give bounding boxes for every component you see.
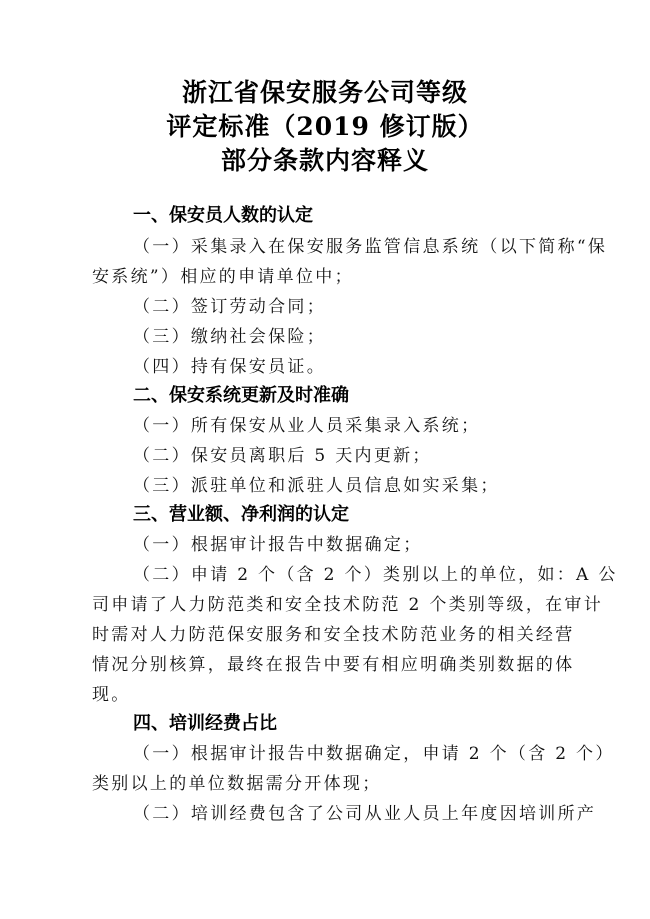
section-3-item-2-cont-1: 司申请了人力防范类和安全技术防范 2 个类别等级，在审计 (92, 595, 604, 615)
document-title-line-3: 部分条款内容释义 (220, 146, 429, 175)
section-3-item-2-cont-3: 情况分别核算，最终在报告中要有相应明确类别数据的体 (92, 655, 575, 675)
section-3-item-1: （一）根据审计报告中数据确定； (133, 535, 423, 555)
section-4-heading: 四、培训经费占比 (133, 713, 277, 734)
section-1-item-2: （二）签订劳动合同； (133, 297, 326, 317)
section-4-item-2: （二）培训经费包含了公司从业人员上年度因培训所产 (133, 804, 597, 824)
section-3-heading: 三、营业额、净利润的认定 (133, 504, 349, 525)
document-title-line-2: 评定标准（2019 修订版） (166, 112, 484, 141)
section-1-heading: 一、保安员人数的认定 (133, 205, 313, 226)
document-title-line-1: 浙江省保安服务公司等级 (181, 78, 468, 107)
section-2-heading: 二、保安系统更新及时准确 (133, 385, 349, 406)
section-2-item-2: （二）保安员离职后 5 天内更新； (133, 446, 432, 466)
section-3-item-2: （二）申请 2 个（含 2 个）类别以上的单位，如：A 公 (133, 565, 618, 585)
section-4-item-1: （一）根据审计报告中数据确定，申请 2 个（含 2 个） (133, 744, 615, 764)
section-1-item-1-cont: 安系统”）相应的申请单位中； (92, 267, 354, 287)
section-2-item-1: （一）所有保安从业人员采集录入系统； (133, 416, 481, 436)
section-3-item-2-cont-4: 现。 (92, 685, 131, 705)
section-1-item-3: （三）缴纳社会保险； (133, 327, 326, 347)
section-2-item-3: （三）派驻单位和派驻人员信息如实采集； (133, 476, 500, 496)
section-3-item-2-cont-2: 时需对人力防范保安服务和安全技术防范业务的相关经营 (92, 625, 575, 645)
section-1-item-4: （四）持有保安员证。 (133, 357, 326, 377)
section-1-item-1: （一）采集录入在保安服务监管信息系统（以下简称“保 (133, 237, 608, 257)
section-4-item-1-cont: 类别以上的单位数据需分开体现； (92, 774, 382, 794)
